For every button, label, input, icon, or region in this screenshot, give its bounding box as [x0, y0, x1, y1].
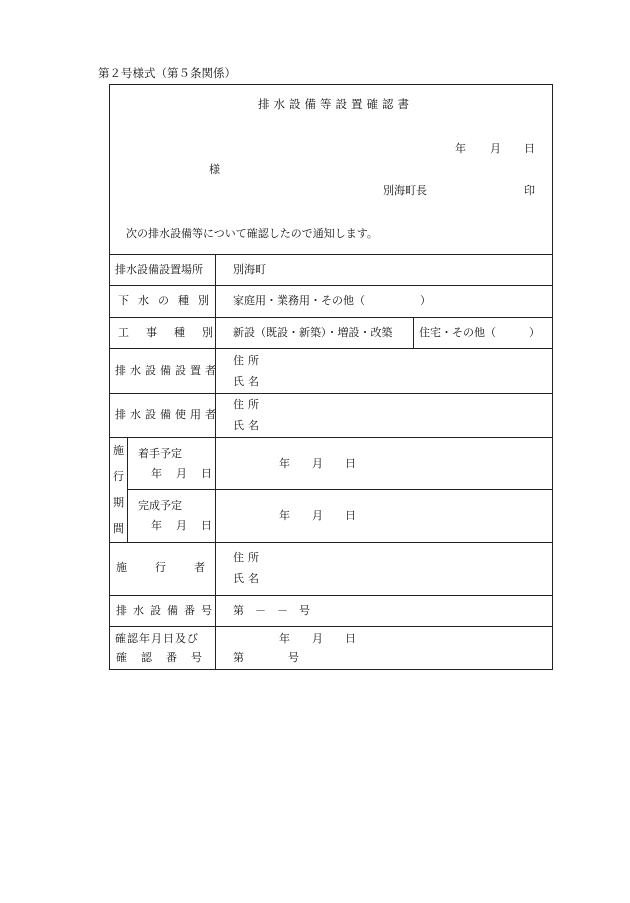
divider — [413, 317, 414, 348]
installer-name-label: 氏名 — [233, 375, 263, 388]
contractor-address-label: 住所 — [233, 551, 263, 564]
finish-date-value: 年 月 日 — [279, 509, 356, 522]
contractor-label: 施行者 — [116, 561, 233, 574]
user-name-label: 氏名 — [233, 419, 263, 432]
period-side-label-2: 行 — [113, 470, 124, 483]
equipment-number-label: 排水設備番号 — [116, 604, 218, 617]
confirmation-number-value: 第 号 — [233, 651, 299, 664]
confirmation-label-line1: 確認年月日及び — [115, 632, 199, 645]
divider — [109, 542, 553, 543]
divider — [109, 348, 553, 349]
finish-ymd: 年月日 — [151, 519, 226, 532]
work-type-value: 新設（既設・新築）・増設・改築 — [233, 326, 393, 339]
divider — [109, 626, 553, 627]
confirmation-form — [109, 84, 553, 670]
divider — [109, 285, 553, 286]
divider — [109, 437, 553, 438]
user-label: 排水設備使用者 — [115, 408, 220, 421]
installer-address-label: 住所 — [233, 354, 263, 367]
divider — [109, 254, 553, 255]
date-day: 日 — [524, 142, 535, 155]
notice-text: 次の排水設備等について確認したので通知します。 — [126, 227, 378, 240]
equipment-number-value: 第 － － 号 — [233, 604, 310, 617]
divider — [109, 317, 553, 318]
period-side-label-3: 期 — [113, 496, 124, 509]
contractor-name-label: 氏名 — [233, 572, 263, 585]
issuer-seal: 印 — [524, 184, 535, 197]
start-label: 着手予定 — [138, 447, 182, 460]
divider — [127, 489, 553, 490]
confirmation-date-value: 年 月 日 — [279, 632, 356, 645]
period-side-label-4: 間 — [113, 522, 124, 535]
period-side-label-1: 施 — [113, 444, 124, 457]
work-type-label: 工事種別 — [118, 326, 230, 339]
user-address-label: 住所 — [233, 398, 263, 411]
divider — [109, 393, 553, 394]
date-year: 年 — [455, 142, 466, 155]
date-month: 月 — [490, 142, 501, 155]
issuer-name: 別海町長 — [383, 184, 427, 197]
installer-label: 排水設備設置者 — [115, 364, 220, 377]
start-ymd: 年月日 — [151, 467, 226, 480]
form-number: 第２号様式（第５条関係） — [98, 66, 236, 80]
addressee-suffix: 様 — [209, 163, 220, 176]
form-title: 排水設備等設置確認書 — [258, 97, 413, 111]
divider — [127, 437, 128, 542]
sewage-type-value: 家庭用・業務用・その他（ ） — [233, 294, 431, 307]
start-date-value: 年 月 日 — [279, 457, 356, 470]
sewage-type-label: 下水の種別 — [118, 294, 218, 307]
location-value: 別海町 — [233, 263, 266, 276]
work-type-value-2: 住宅・その他（ ） — [419, 326, 540, 339]
divider — [109, 595, 553, 596]
finish-label: 完成予定 — [138, 499, 182, 512]
location-label: 排水設備設置場所 — [115, 263, 203, 276]
confirmation-label-line2: 確認番号 — [116, 651, 216, 664]
